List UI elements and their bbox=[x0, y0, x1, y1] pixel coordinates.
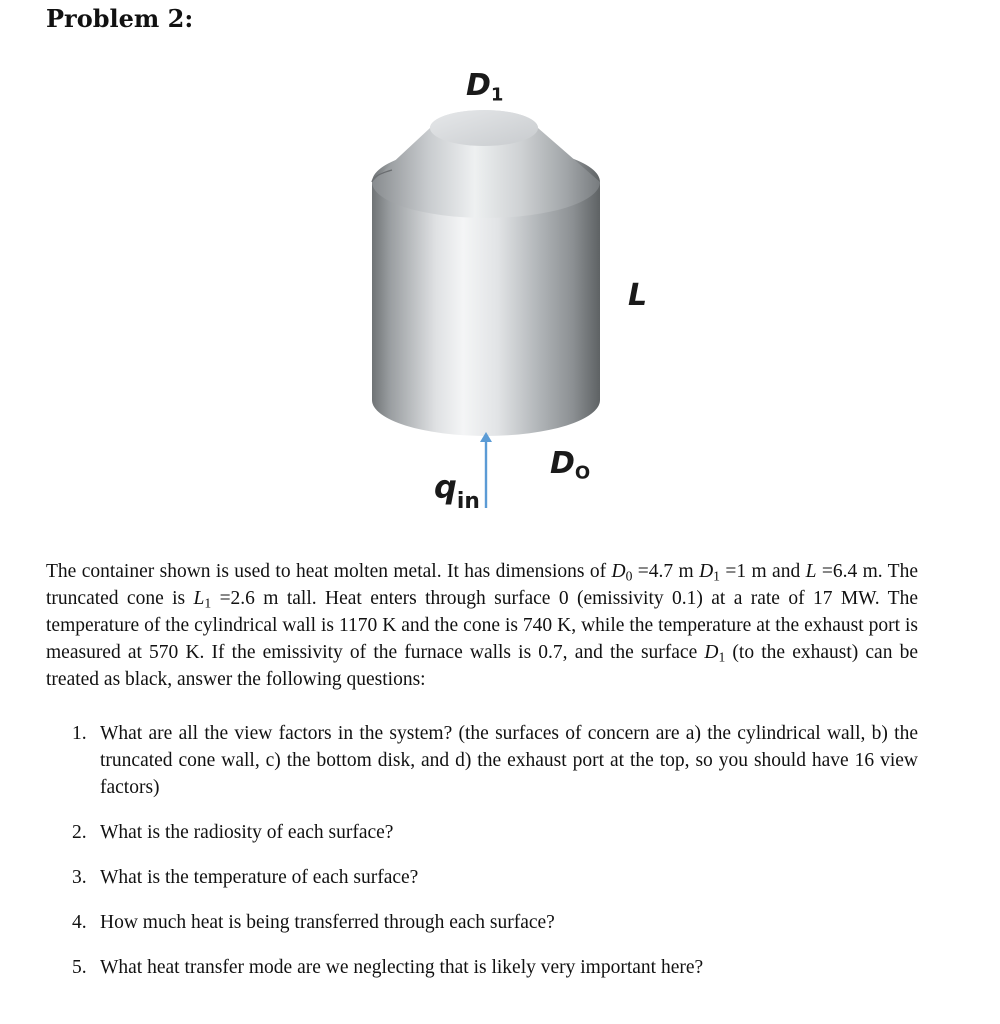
label-d1: $D_1$ bbox=[466, 68, 504, 106]
exhaust-port-disk bbox=[430, 110, 538, 146]
list-item: 5. What heat transfer mode are we neglecting that is likely very important here? bbox=[72, 957, 704, 978]
label-l: L bbox=[628, 278, 648, 313]
label-qin: $q_{in}$ bbox=[434, 468, 480, 514]
question-list bbox=[72, 720, 918, 999]
problem-statement: The container shown is used to heat molten metal. It has dimensions of $D_0 =4.7$ m $D_1 =1$ m and L =6.4 m. The truncated cone is $L_1 =2.6$ m tall. Heat enters through surface 0 (emissivity 0.1) at a rate of 17 MW. The temperature of the cylindrical wall is 1170 K and the cone is 740 K, while the temperature at the exhaust port is measured at 570 K. If the emissivity of the furnace walls is 0.7, and the surface $D_1$ (to the exhaust) can be treated as black, answer the following questions: bbox=[46, 560, 918, 690]
list-item: 3. What is the temperature of each surface? bbox=[72, 867, 419, 888]
list-item: 1. What are all the view factors in the system? (the surfaces of concern are a) the cylindrical wall, b) the truncated cone wall, c) the bottom disk, and d) the exhaust port at the top, so you should have 16 view factors) bbox=[72, 723, 918, 798]
label-do: $D_O$ bbox=[550, 446, 591, 484]
list-item: 4. How much heat is being transferred through each surface? bbox=[72, 912, 555, 933]
problem-title: Problem 2: bbox=[46, 4, 194, 33]
list-item: 2. What is the radiosity of each surface? bbox=[72, 822, 394, 843]
